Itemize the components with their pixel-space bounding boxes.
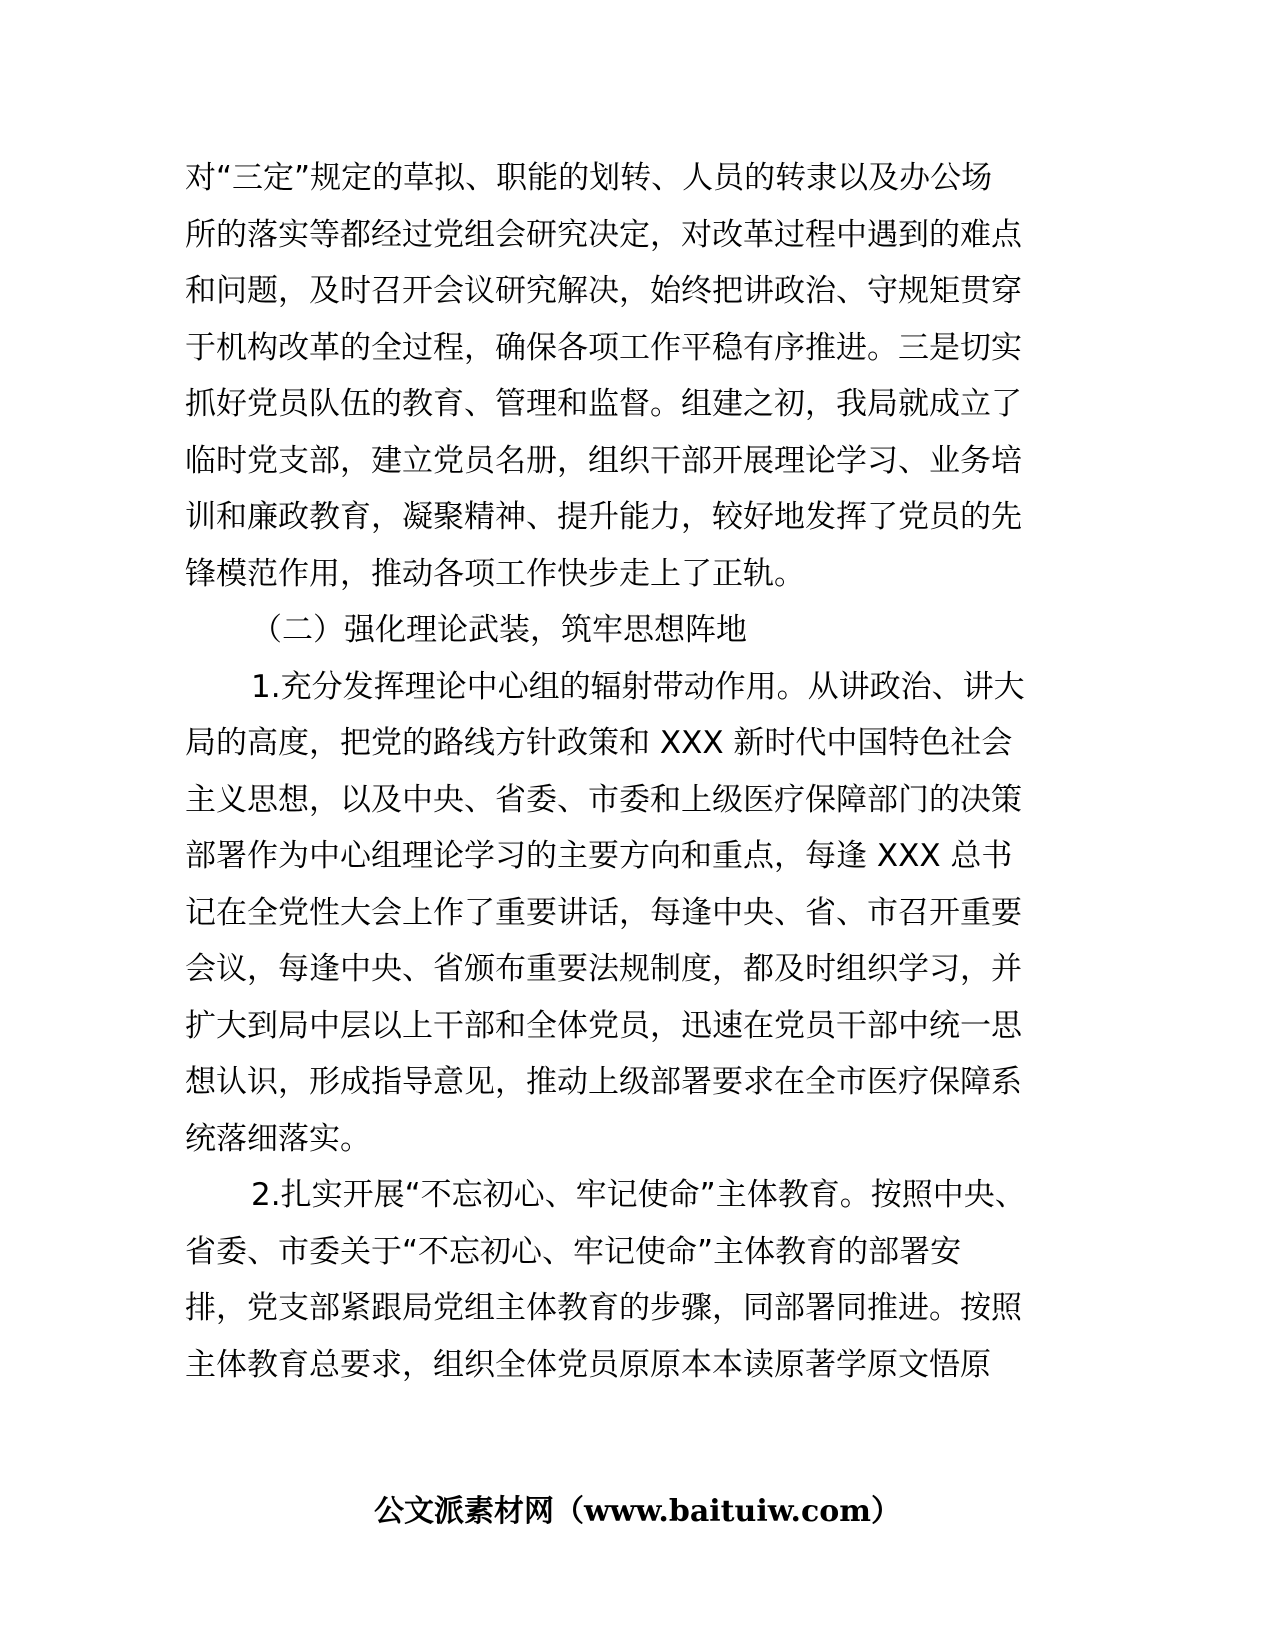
text-line: 于机构改革的全过程，确保各项工作平稳有序推进。三是切实 <box>185 329 1022 366</box>
text-line: 记在全党性大会上作了重要讲话，每逢中央、省、市召开重要 <box>185 894 1022 931</box>
text-line: 和问题，及时召开会议研究解决，始终把讲政治、守规矩贯穿 <box>185 273 1022 309</box>
text-line: 对“三定”规定的草拟、职能的划转、人员的转隶以及办公场 <box>185 160 993 196</box>
footer-watermark: 公文派素材网（www.baituiw.com） <box>373 1494 902 1529</box>
section-heading: （二）强化理论武装，筑牢思想阵地 <box>251 612 747 648</box>
text-line: 主义思想，以及中央、省委、市委和上级医疗保障部门的决策 <box>185 781 1022 818</box>
text-line: 主体教育总要求，组织全体党员原原本本读原著学原文悟原 <box>185 1346 991 1383</box>
text-line: 部署作为中心组理论学习的主要方向和重点，每逢 XXX 总书 <box>185 838 1013 874</box>
text-line: 会议，每逢中央、省颁布重要法规制度，都及时组织学习，并 <box>185 951 1022 987</box>
text-line: 局的高度，把党的路线方针政策和 XXX 新时代中国特色社会 <box>185 725 1013 761</box>
text-line: 抓好党员队伍的教育、管理和监督。组建之初，我局就成立了 <box>185 386 1022 422</box>
text-line: 训和廉政教育，凝聚精神、提升能力，较好地发挥了党员的先 <box>185 499 1022 535</box>
text-line: 所的落实等都经过党组会研究决定，对改革过程中遇到的难点 <box>185 216 1022 253</box>
text-line: 锋模范作用，推动各项工作快步走上了正轨。 <box>185 555 805 592</box>
text-line: 1.充分发挥理论中心组的辐射带动作用。从讲政治、讲大 <box>251 668 1025 705</box>
text-line: 临时党支部，建立党员名册，组织干部开展理论学习、业务培 <box>185 442 1022 479</box>
text-line: 想认识，形成指导意见，推动上级部署要求在全市医疗保障系 <box>185 1064 1022 1100</box>
document-body <box>185 150 1085 1393</box>
text-line: 统落细落实。 <box>185 1120 371 1157</box>
text-line: 省委、市委关于“不忘初心、牢记使命”主体教育的部署安 <box>185 1233 962 1270</box>
text-line: 排，党支部紧跟局党组主体教育的步骤，同部署同推进。按照 <box>185 1290 1022 1326</box>
text-line: 扩大到局中层以上干部和全体党员，迅速在党员干部中统一思 <box>185 1007 1022 1044</box>
text-line: 2.扎实开展“不忘初心、牢记使命”主体教育。按照中央、 <box>251 1177 1026 1213</box>
